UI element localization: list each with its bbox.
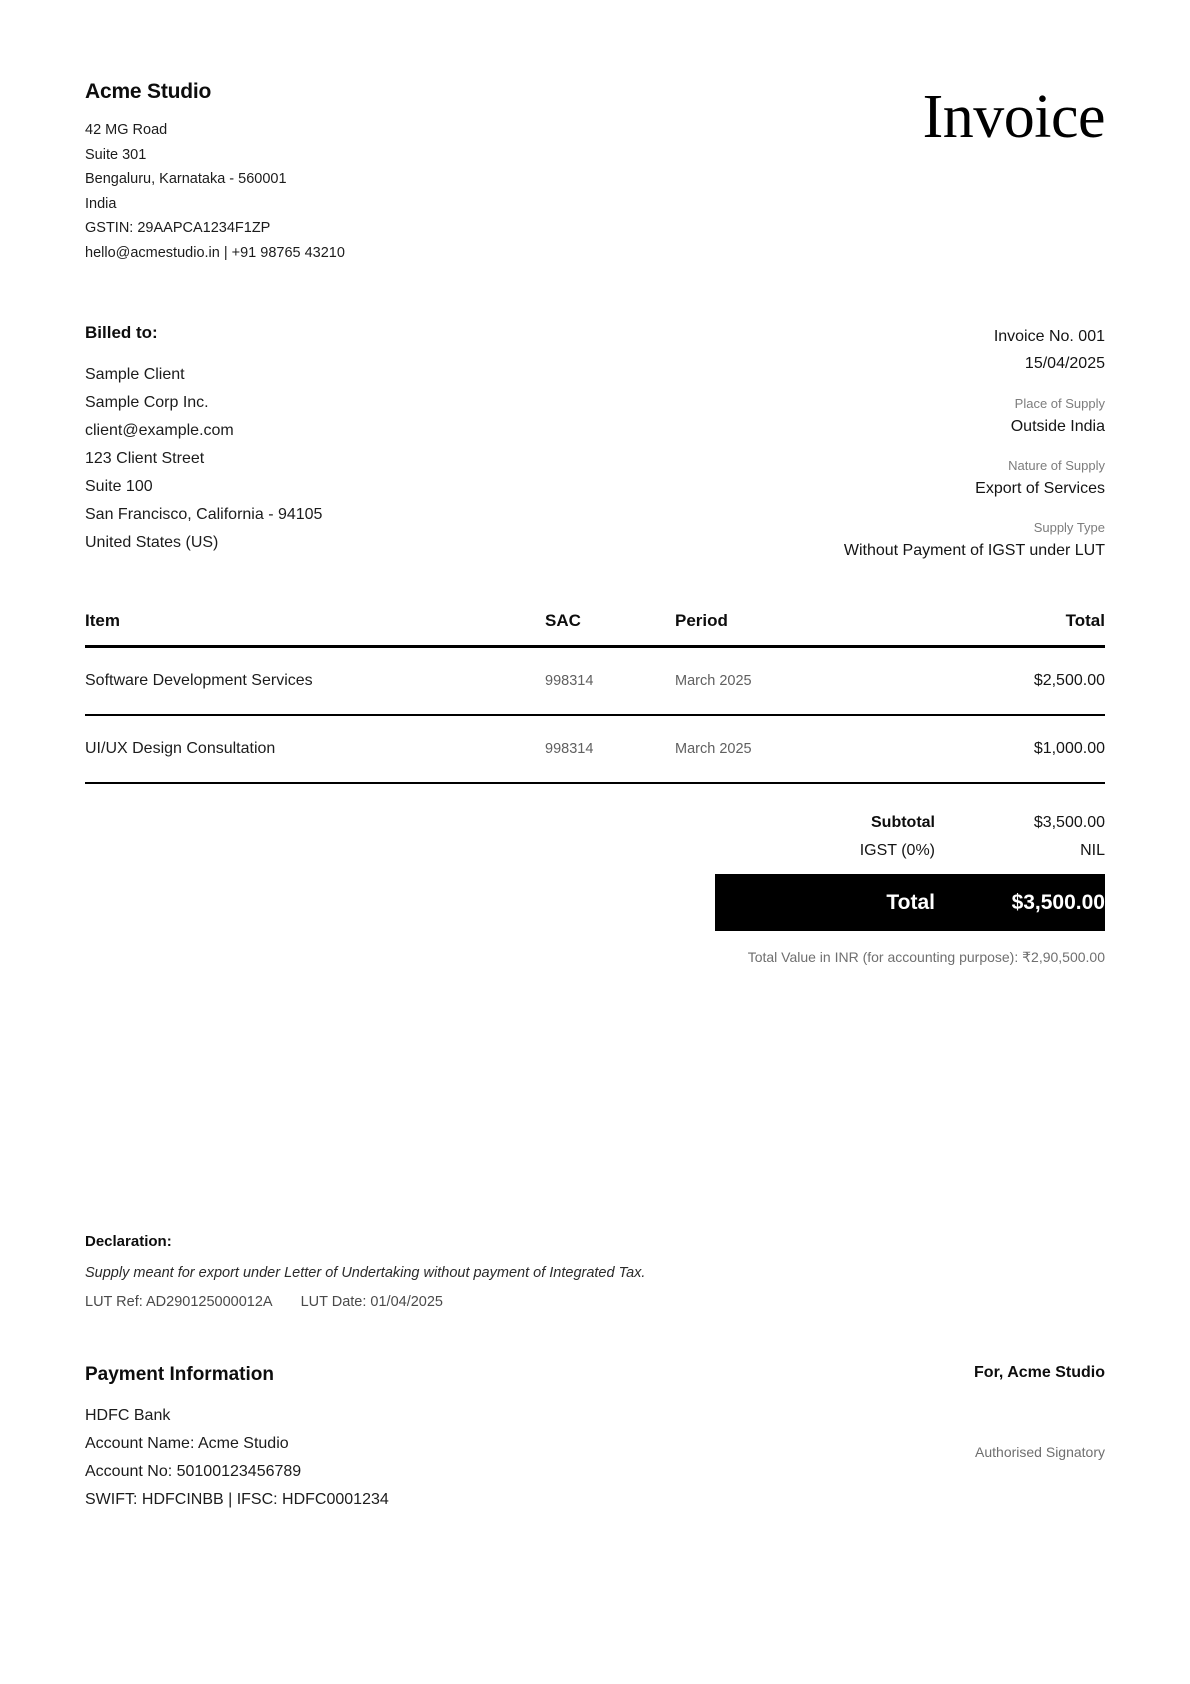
payment-details [85, 1402, 389, 1514]
table-row [85, 715, 1105, 783]
table-row [85, 647, 1105, 716]
col-header-total: Total [875, 611, 1105, 647]
grand-total-value: $3,500.00 [1011, 890, 1105, 914]
place-of-supply-group [685, 394, 1105, 439]
client-country: United States (US) [85, 534, 219, 551]
nature-of-supply-group [685, 456, 1105, 501]
client-address-line: 123 Client Street [85, 450, 205, 467]
row-item-name: UI/UX Design Consultation [85, 715, 545, 783]
invoice-number: Invoice No. 001 [993, 328, 1105, 345]
col-header-sac: SAC [545, 611, 675, 647]
supply-type-group [685, 518, 1105, 563]
signature-for-line: For, Acme Studio [974, 1364, 1105, 1381]
table-body [85, 647, 1105, 784]
company-name: Acme Studio [85, 80, 212, 103]
tax-row [85, 838, 1105, 874]
invoice-meta-block [685, 323, 1105, 563]
client-address-line: Suite 100 [85, 478, 153, 495]
line-items-table [85, 611, 1105, 784]
declaration-label: Declaration: [85, 1233, 172, 1250]
nature-of-supply-value: Export of Services [975, 480, 1105, 497]
tax-value: NIL [1080, 842, 1105, 859]
company-block [85, 80, 345, 265]
place-of-supply-label: Place of Supply [1014, 396, 1105, 411]
row-period: March 2025 [675, 647, 875, 716]
subtotal-value: $3,500.00 [1033, 814, 1105, 831]
client-email: client@example.com [85, 422, 234, 439]
row-sac: 998314 [545, 715, 675, 783]
declaration-block [85, 1233, 1105, 1310]
company-address-line: 42 MG Road [85, 122, 168, 138]
supply-type-label: Supply Type [1033, 520, 1105, 535]
row-total: $2,500.00 [875, 647, 1105, 716]
company-address [85, 118, 345, 265]
billing-meta-section [85, 323, 1105, 563]
payment-information-block [85, 1364, 389, 1514]
row-sac: 998314 [545, 647, 675, 716]
inr-conversion-note: Total Value in INR (for accounting purpose): ₹2,90,500.00 [747, 949, 1105, 965]
row-item-name: Software Development Services [85, 647, 545, 716]
payment-signature-row [85, 1364, 1105, 1514]
col-header-period: Period [675, 611, 875, 647]
invoice-header [85, 80, 1105, 265]
account-name: Account Name: Acme Studio [85, 1435, 289, 1452]
totals-section [85, 804, 1105, 966]
billed-to-address [85, 361, 322, 557]
grand-total-label: Total [886, 890, 935, 914]
table-header-row [85, 611, 1105, 647]
place-of-supply-value: Outside India [1010, 418, 1105, 435]
subtotal-row [85, 804, 1105, 838]
nature-of-supply-label: Nature of Supply [1008, 458, 1105, 473]
table-head [85, 611, 1105, 647]
signature-block [974, 1364, 1105, 1460]
swift-ifsc: SWIFT: HDFCINBB | IFSC: HDFC0001234 [85, 1491, 389, 1508]
invoice-footer [85, 1233, 1105, 1514]
billed-to-label: Billed to: [85, 323, 158, 342]
subtotal-label: Subtotal [871, 814, 935, 831]
company-contact: hello@acmestudio.in | +91 98765 43210 [85, 244, 345, 261]
tax-label: IGST (0%) [859, 842, 935, 859]
authorised-signatory-label: Authorised Signatory [975, 1444, 1105, 1460]
declaration-text: Supply meant for export under Letter of Undertaking without payment of Integrated Tax. [85, 1265, 646, 1281]
lut-line [85, 1294, 1105, 1310]
company-address-line: Suite 301 [85, 146, 147, 163]
row-total: $1,000.00 [875, 715, 1105, 783]
client-company: Sample Corp Inc. [85, 394, 209, 411]
lut-ref: LUT Ref: AD290125000012A [85, 1294, 273, 1310]
company-gstin: GSTIN: 29AAPCA1234F1ZP [85, 220, 271, 236]
bank-name: HDFC Bank [85, 1407, 171, 1424]
account-number: Account No: 50100123456789 [85, 1463, 302, 1480]
grand-total-bar [715, 874, 1105, 931]
lut-date: LUT Date: 01/04/2025 [300, 1294, 443, 1310]
client-name: Sample Client [85, 366, 185, 383]
col-header-item: Item [85, 611, 545, 647]
company-address-line: India [85, 195, 117, 212]
row-period: March 2025 [675, 715, 875, 783]
billed-to-block [85, 323, 322, 557]
company-address-line: Bengaluru, Karnataka - 560001 [85, 171, 287, 187]
supply-type-value: Without Payment of IGST under LUT [843, 542, 1105, 559]
client-address-line: San Francisco, California - 94105 [85, 506, 323, 523]
payment-information-title: Payment Information [85, 1364, 274, 1385]
invoice-date: 15/04/2025 [1024, 355, 1105, 372]
page-title: Invoice [922, 83, 1105, 151]
